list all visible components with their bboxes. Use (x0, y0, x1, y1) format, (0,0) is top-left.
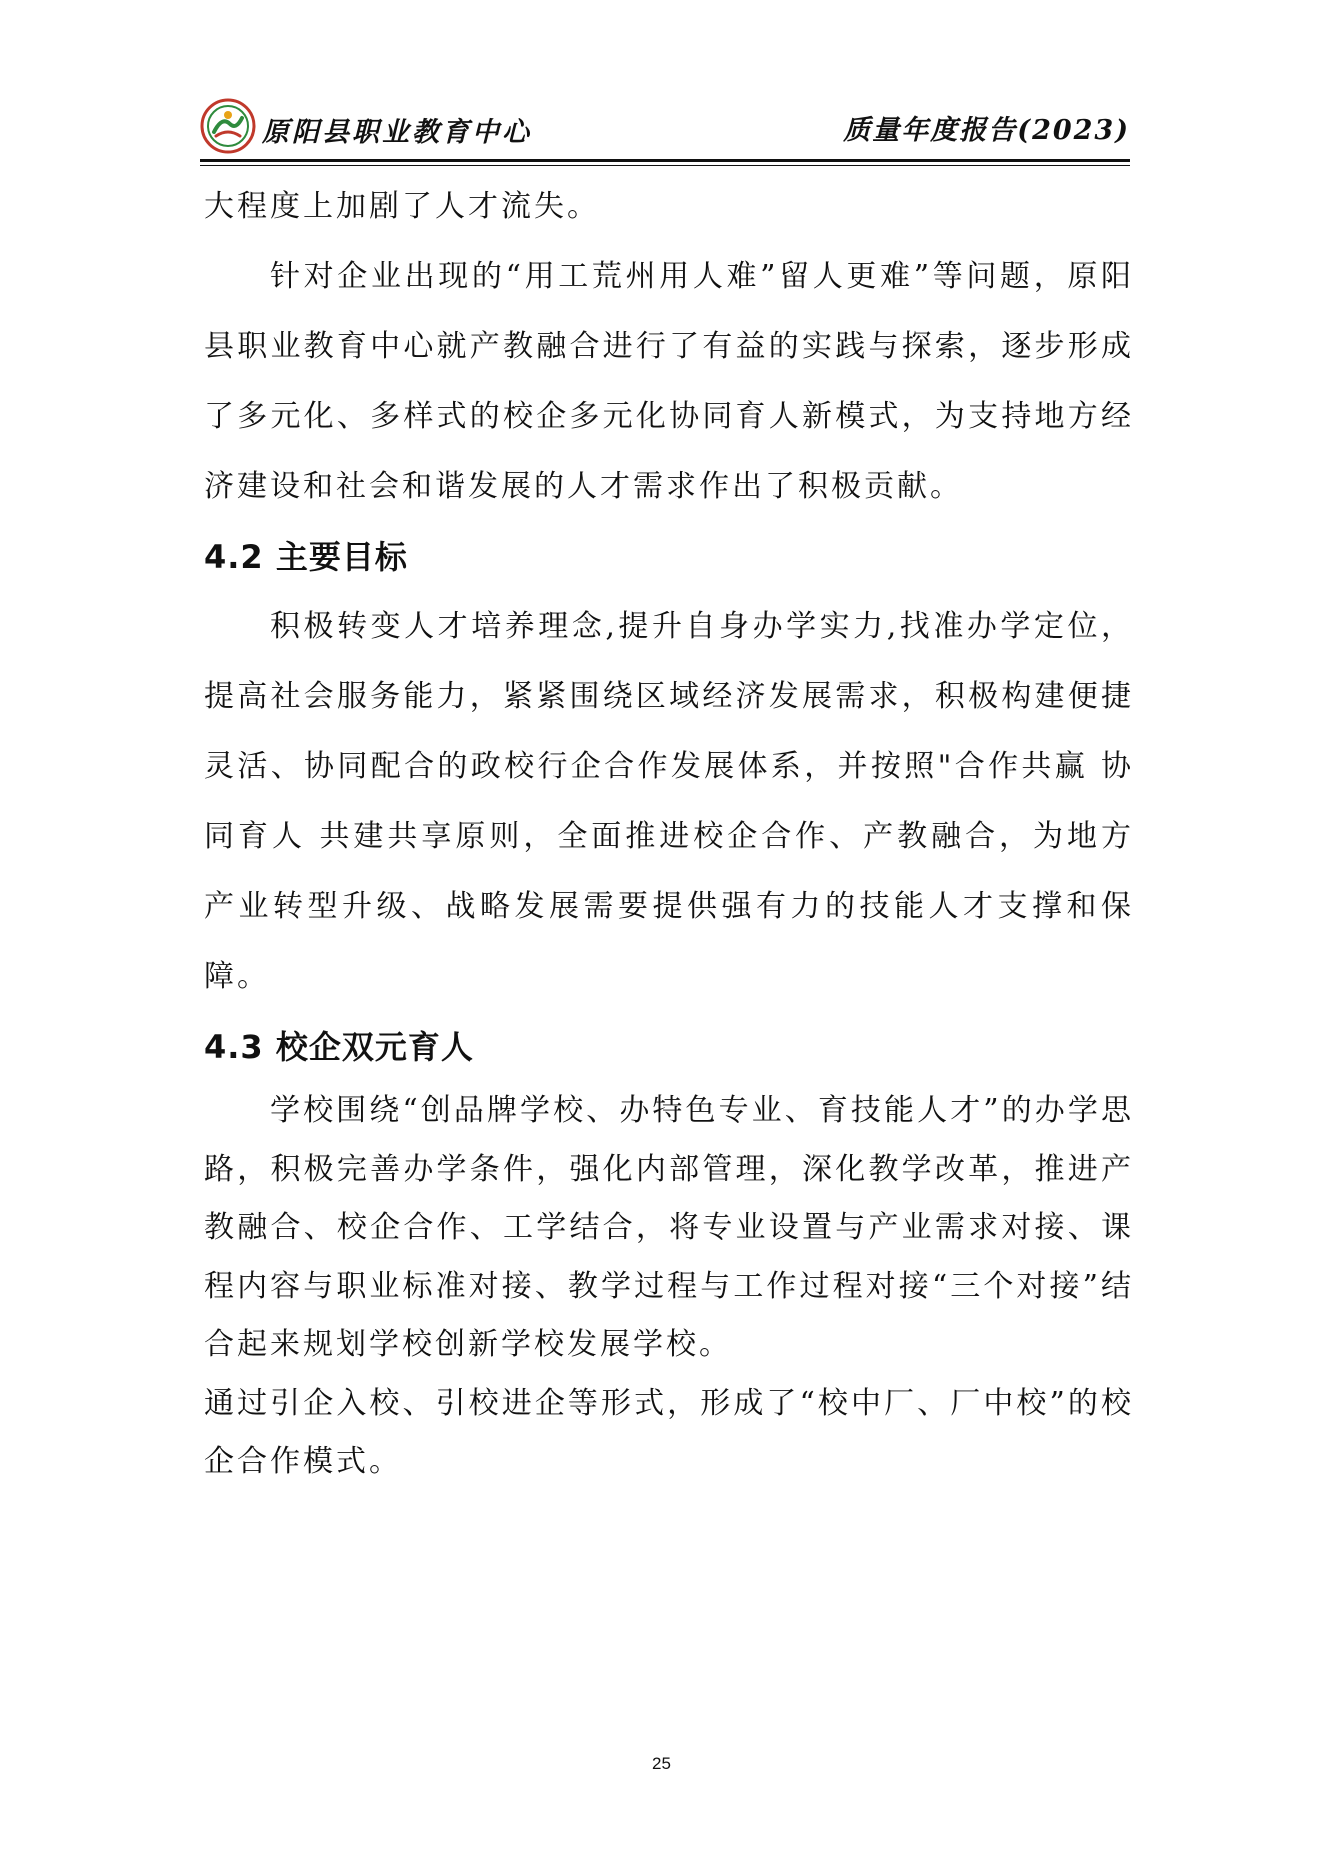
page-body (204, 172, 1134, 1492)
report-title: 质量年度报告(2023) (843, 115, 1130, 146)
section-heading-4-3: 4.3 校企双元育人 (204, 1028, 474, 1066)
section-heading-4-2: 4.2 主要目标 (204, 538, 408, 576)
school-emblem-icon (200, 98, 256, 154)
paragraph-continuation: 大程度上加剧了人才流失。 (204, 189, 600, 224)
paragraph-school-strategy: 学校围绕“创品牌学校、办特色专业、育技能人才”的办学思路，积极完善办学条件，强化内部管理，深化教学改革，推进产教融合、校企合作、工学结合，将专业设置与产业需求对接、课程内容与职业标准对接、教学过程与工作过程对接“三个对接”结合起来规划学校创新学校发展学校。 (204, 1093, 1134, 1362)
header-rule-thin (200, 165, 1130, 166)
page-header (200, 98, 1130, 158)
header-rule-thick (200, 159, 1130, 162)
paragraph-main-goals: 积极转变人才培养理念,提升自身办学实力,找准办学定位，提高社会服务能力，紧紧围绕区域经济发展需求，积极构建便捷灵活、协同配合的政校行企合作发展体系，并按照"合作共赢 协同育人 共建共享原则，全面推进校企合作、产教融合，为地方产业转型升级、战略发展需要提供强有力的技能人才支撑和保障。 (204, 609, 1134, 994)
page-number: 25 (652, 1754, 671, 1773)
paragraph-cooperation-mode: 通过引企入校、引校进企等形式，形成了“校中厂、厂中校”的校企合作模式。 (204, 1385, 1134, 1479)
school-name: 原阳县职业教育中心 (262, 117, 532, 148)
paragraph-industry-education: 针对企业出现的“用工荒州用人难”留人更难”等问题，原阳县职业教育中心就产教融合进行了有益的实践与探索，逐步形成了多元化、多样式的校企多元化协同育人新模式，为支持地方经济建设和社会和谐发展的人才需求作出了积极贡献。 (204, 259, 1134, 504)
